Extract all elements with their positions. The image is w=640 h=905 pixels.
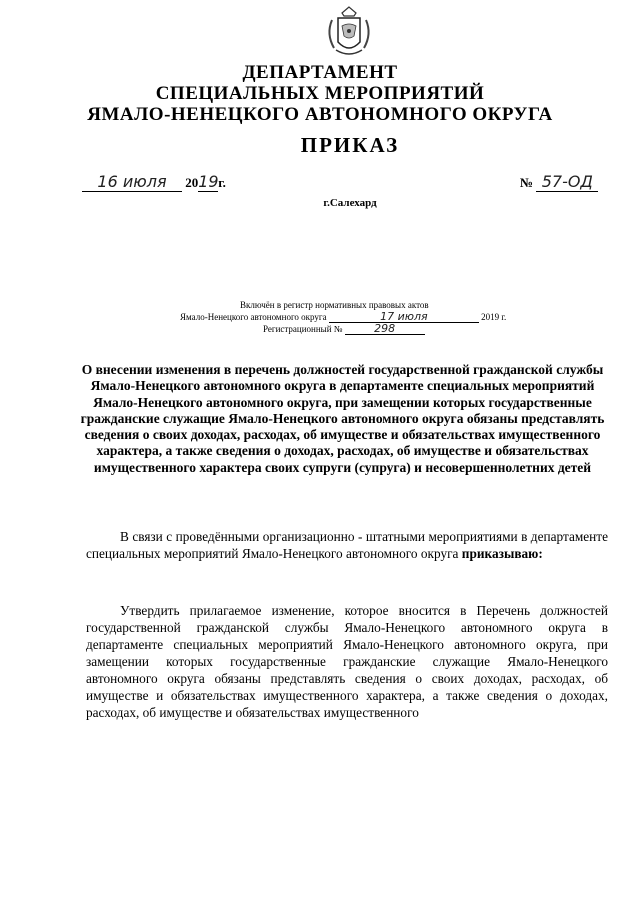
registry-line3-prefix: Регистрационный № [263,324,343,334]
registry-number: 298 [345,323,425,335]
preamble-text: В связи с проведёнными организационно - штатными мероприятиями в департаменте специальных мероприятий Ямало-Ненецкого автономного округа [86,529,608,561]
date-day-month: 16 июля [82,172,182,192]
registry-line2-prefix: Ямало-Ненецкого автономного округа [180,312,327,322]
registry-line2-suffix: 2019 г. [481,312,507,322]
department-title-line1: ДЕПАРТАМЕНТ [242,62,398,83]
number-value: 57-ОД [536,172,598,192]
city: г.Салехард [323,197,377,209]
department-title-line3: ЯМАЛО-НЕНЕЦКОГО АВТОНОМНОГО ОКРУГА [87,104,553,125]
order-number [520,172,598,192]
registry-date: 17 июля [329,311,479,323]
registry-stamp [150,300,530,335]
date-year-prefix: 20 [185,175,199,190]
department-title-line2: СПЕЦИАЛЬНЫХ МЕРОПРИЯТИЙ [155,83,485,104]
registry-line3 [150,323,530,335]
registry-line2 [150,311,530,323]
date-year-suffix: 19 [198,172,219,191]
date-year-unit: г. [218,175,226,190]
order-date [82,172,226,192]
coat-of-arms-emblem [320,4,378,64]
preamble-order-word: приказываю: [461,546,543,561]
registry-line1: Включён в регистр нормативных правовых актов [240,300,429,310]
paragraph-main: Утвердить прилагаемое изменение, которое вносится в Перечень должностей государственной гражданской службы Ямало-Ненецкого автономного округа в департаменте специальных мероприятий Ямало-Ненецкого автономного округа, при замещении которых государственные гражданские служащие Ямало-Ненецкого автономного округа обязаны представлять сведения о своих доходах, расходах, об имуществе и обязательствах имущественного характера, а также сведения о доходах, расходах, об имуществе и обязательствах имущественного [86,603,608,720]
order-title: О внесении изменения в перечень должностей государственной гражданской службы Ямало-Ненецкого автономного округа в департаменте специальных мероприятий Ямало-Ненецкого автономного округа, при замещении которых государственные гражданские служащие Ямало-Ненецкого автономного округа обязаны представлять сведения о своих доходах, расходах, об имуществе и обязательствах имущественного характера, а также сведения о доходах, расходах, об имуществе и обязательствах имущественного характера своих супруги (супруга) и несовершеннолетних детей [80,362,605,475]
document-type: ПРИКАЗ [300,133,400,157]
number-label: № [520,175,534,190]
paragraph-preamble [86,528,608,562]
